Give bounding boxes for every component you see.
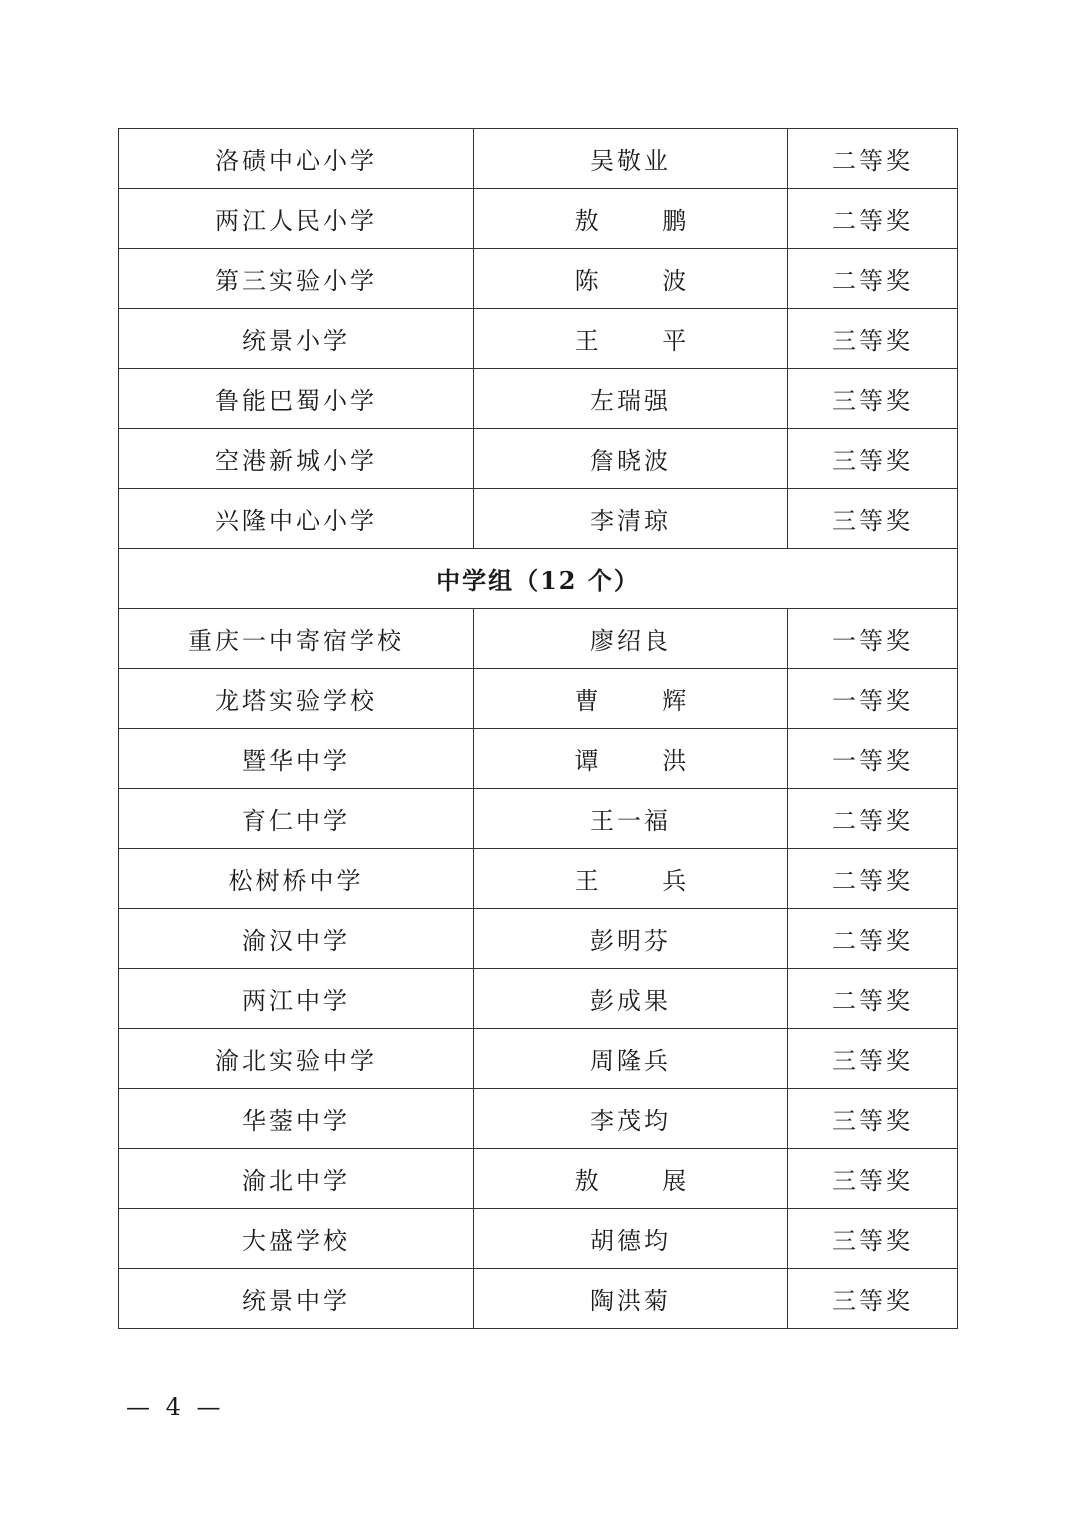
school-cell: 渝汉中学 [119, 909, 474, 969]
award-table-body [119, 129, 958, 1329]
school-cell: 鲁能巴蜀小学 [119, 369, 474, 429]
group-heading-row [119, 549, 958, 609]
school-cell: 松树桥中学 [119, 849, 474, 909]
teacher-cell: 王一福 [474, 789, 788, 849]
table-row [119, 1089, 958, 1149]
teacher-cell: 周隆兵 [474, 1029, 788, 1089]
teacher-cell: 谭 洪 [474, 729, 788, 789]
table-row [119, 429, 958, 489]
award-cell: 三等奖 [788, 1029, 958, 1089]
school-cell: 洛碛中心小学 [119, 129, 474, 189]
table-row [119, 729, 958, 789]
school-cell: 华蓥中学 [119, 1089, 474, 1149]
table-row [119, 1029, 958, 1089]
school-cell: 暨华中学 [119, 729, 474, 789]
award-cell: 三等奖 [788, 489, 958, 549]
teacher-cell: 詹晓波 [474, 429, 788, 489]
table-row [119, 909, 958, 969]
teacher-cell: 陈 波 [474, 249, 788, 309]
award-cell: 二等奖 [788, 189, 958, 249]
award-cell: 一等奖 [788, 729, 958, 789]
table-row [119, 1269, 958, 1329]
school-cell: 重庆一中寄宿学校 [119, 609, 474, 669]
award-cell: 二等奖 [788, 249, 958, 309]
table-row [119, 369, 958, 429]
table-row [119, 1149, 958, 1209]
teacher-cell: 王 平 [474, 309, 788, 369]
table-row [119, 249, 958, 309]
award-cell: 三等奖 [788, 1149, 958, 1209]
school-cell: 大盛学校 [119, 1209, 474, 1269]
school-cell: 统景小学 [119, 309, 474, 369]
award-cell: 三等奖 [788, 1209, 958, 1269]
school-cell: 育仁中学 [119, 789, 474, 849]
table-row [119, 129, 958, 189]
teacher-cell: 曹 辉 [474, 669, 788, 729]
teacher-cell: 陶洪菊 [474, 1269, 788, 1329]
award-cell: 一等奖 [788, 609, 958, 669]
teacher-cell: 彭成果 [474, 969, 788, 1029]
award-cell: 三等奖 [788, 369, 958, 429]
teacher-cell: 李清琼 [474, 489, 788, 549]
award-cell: 三等奖 [788, 1089, 958, 1149]
school-cell: 龙塔实验学校 [119, 669, 474, 729]
table-row [119, 969, 958, 1029]
award-cell: 二等奖 [788, 849, 958, 909]
teacher-cell: 李茂均 [474, 1089, 788, 1149]
award-cell: 一等奖 [788, 669, 958, 729]
school-cell: 空港新城小学 [119, 429, 474, 489]
school-cell: 兴隆中心小学 [119, 489, 474, 549]
award-cell: 二等奖 [788, 789, 958, 849]
table-row [119, 669, 958, 729]
award-cell: 二等奖 [788, 969, 958, 1029]
table-row [119, 489, 958, 549]
school-cell: 两江中学 [119, 969, 474, 1029]
group-heading: 中学组（12 个） [119, 549, 958, 609]
page-number: — 4 — [126, 1393, 225, 1421]
teacher-cell: 吴敬业 [474, 129, 788, 189]
teacher-cell: 彭明芬 [474, 909, 788, 969]
school-cell: 两江人民小学 [119, 189, 474, 249]
award-table [118, 128, 958, 1329]
award-cell: 二等奖 [788, 909, 958, 969]
table-row [119, 309, 958, 369]
teacher-cell: 廖绍良 [474, 609, 788, 669]
school-cell: 渝北中学 [119, 1149, 474, 1209]
award-cell: 三等奖 [788, 309, 958, 369]
school-cell: 渝北实验中学 [119, 1029, 474, 1089]
table-row [119, 189, 958, 249]
table-row [119, 609, 958, 669]
award-cell: 三等奖 [788, 429, 958, 489]
school-cell: 第三实验小学 [119, 249, 474, 309]
teacher-cell: 王 兵 [474, 849, 788, 909]
table-row [119, 789, 958, 849]
table-row [119, 1209, 958, 1269]
table-row [119, 849, 958, 909]
teacher-cell: 敖 展 [474, 1149, 788, 1209]
award-cell: 二等奖 [788, 129, 958, 189]
teacher-cell: 左瑞强 [474, 369, 788, 429]
teacher-cell: 敖 鹏 [474, 189, 788, 249]
school-cell: 统景中学 [119, 1269, 474, 1329]
award-cell: 三等奖 [788, 1269, 958, 1329]
teacher-cell: 胡德均 [474, 1209, 788, 1269]
